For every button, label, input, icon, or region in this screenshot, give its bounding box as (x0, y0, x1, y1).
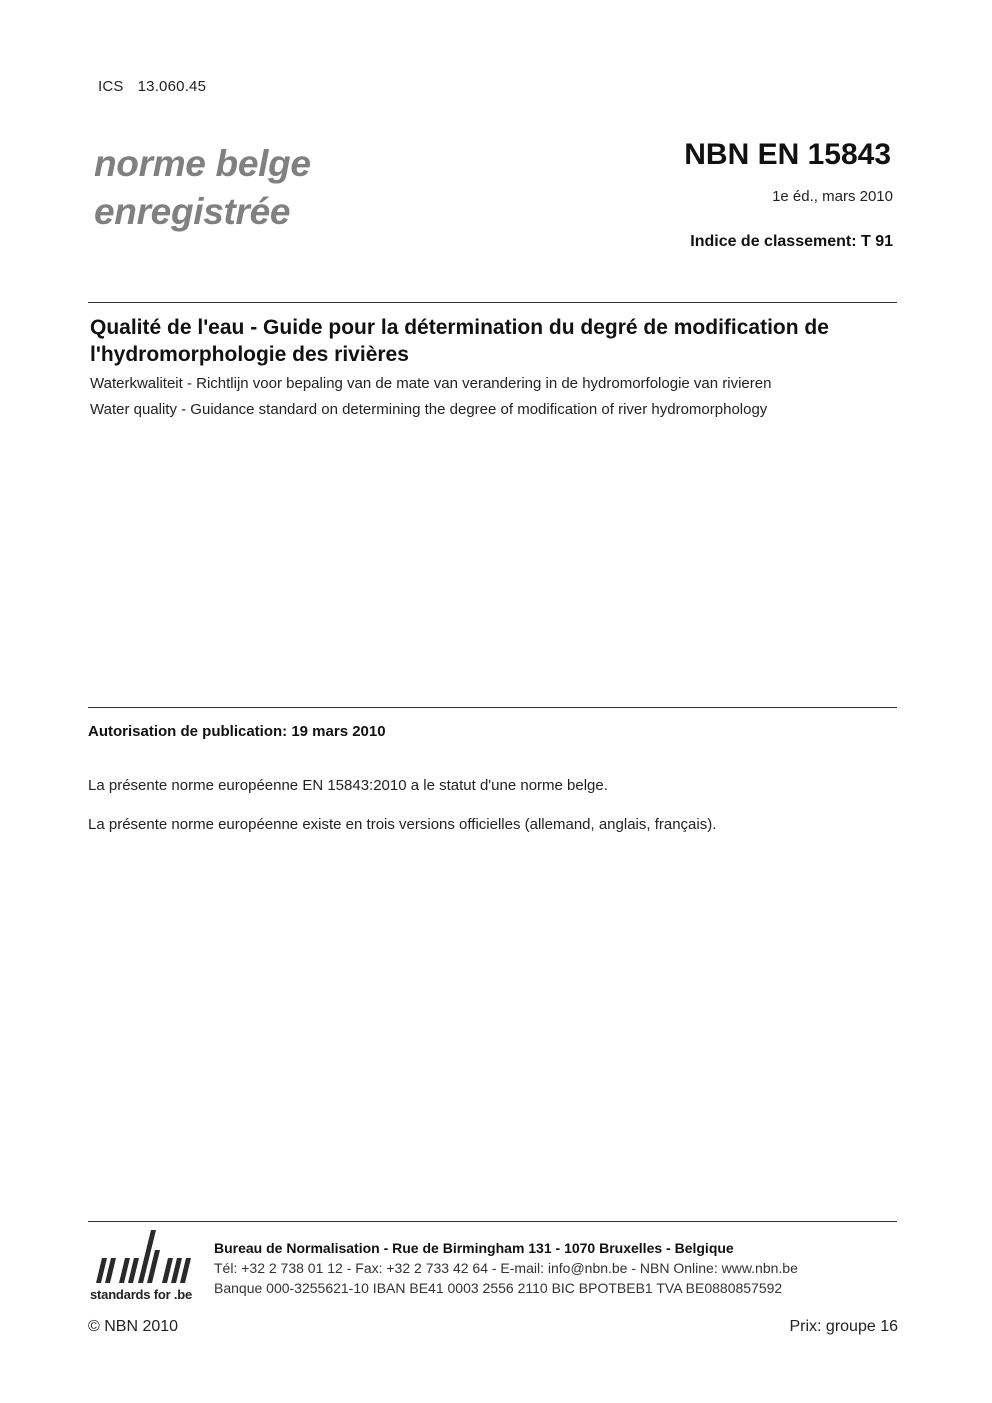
title-dutch: Waterkwaliteit - Richtlijn voor bepaling van de mate van verandering in de hydromorfologie van rivieren (90, 375, 772, 392)
versions-paragraph: La présente norme européenne existe en trois versions officielles (allemand, anglais, français). (88, 816, 717, 833)
footer-address: Bureau de Normalisation - Rue de Birmingham 131 - 1070 Bruxelles - Belgique (214, 1240, 734, 1256)
copyright: © NBN 2010 (88, 1318, 179, 1335)
brand-title (94, 140, 311, 236)
standard-id: NBN EN 15843 (684, 138, 891, 171)
logo-tagline: standards for .be (90, 1287, 193, 1302)
brand-line-1: norme belge (94, 143, 311, 184)
price-group: Prix: groupe 16 (789, 1318, 898, 1335)
ics-label: ICS (98, 78, 124, 95)
brand-line-2: enregistrée (94, 191, 291, 232)
classification-index: Indice de classement: T 91 (690, 233, 893, 250)
footer-contact: Tél: +32 2 738 01 12 - Fax: +32 2 733 42 64 - E-mail: info@nbn.be - NBN Online: www.nbn.be (214, 1260, 798, 1276)
footer-bank: Banque 000-3255621-10 IBAN BE41 0003 2556 2110 BIC BPOTBEB1 TVA BE0880857592 (214, 1280, 783, 1296)
status-paragraph: La présente norme européenne EN 15843:2010 a le statut d'une norme belge. (88, 777, 608, 794)
edition-date: 1e éd., mars 2010 (772, 188, 893, 205)
ics-code: 13.060.45 (137, 78, 207, 95)
title-english: Water quality - Guidance standard on determining the degree of modification of river hydromorphology (90, 401, 768, 418)
title-french: Qualité de l'eau - Guide pour la détermination du degré de modification de l'hydromorphologie des rivières (90, 316, 829, 366)
middle-divider (88, 707, 897, 708)
publication-authorisation: Autorisation de publication: 19 mars 2010 (88, 723, 386, 740)
ics-classification (98, 78, 206, 95)
top-divider (88, 302, 897, 303)
footer-divider (88, 1221, 897, 1222)
